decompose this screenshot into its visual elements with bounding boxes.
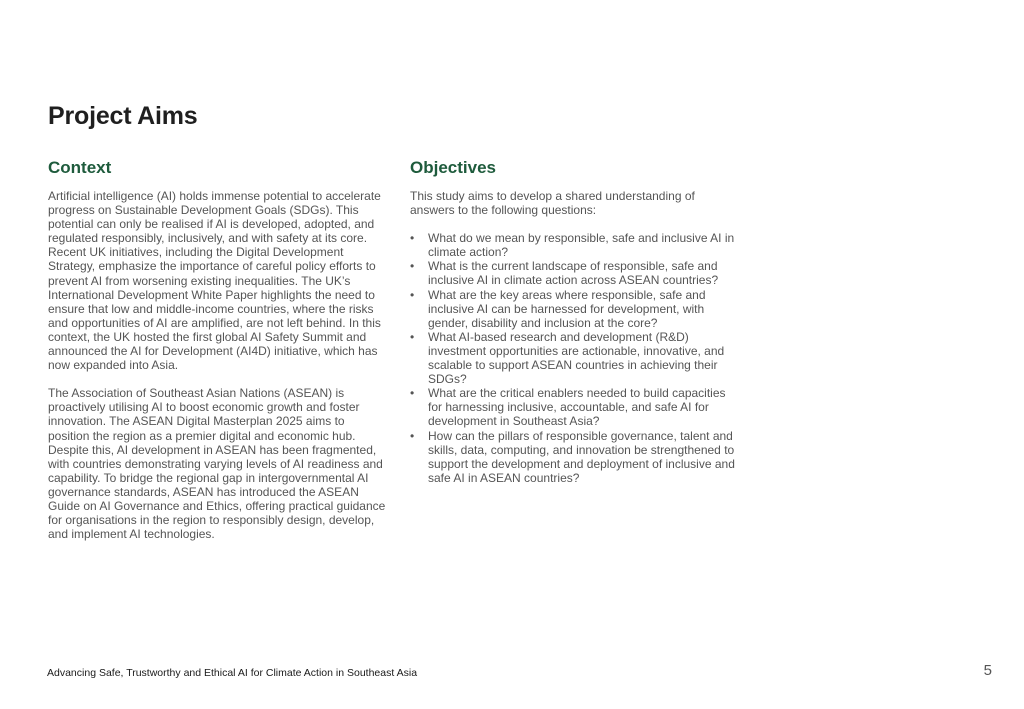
objectives-intro: This study aims to develop a shared understanding of answers to the following questions: bbox=[410, 189, 695, 218]
objectives-heading: Objectives bbox=[410, 158, 496, 177]
context-heading: Context bbox=[48, 158, 112, 177]
list-item bbox=[410, 386, 740, 428]
list-item bbox=[410, 259, 740, 287]
objectives-list bbox=[410, 231, 740, 485]
bullet-icon: • bbox=[410, 428, 415, 443]
question-text: What AI-based research and development (R&D) investment opportunities are actionable, innovative, and scalable to support ASEAN countries in achieving their SDGs? bbox=[428, 329, 725, 387]
page-title: Project Aims bbox=[48, 102, 198, 130]
list-item bbox=[410, 231, 740, 259]
question-text: What are the key areas where responsible, safe and inclusive AI can be harnessed for development, with gender, disability and inclusion at the core? bbox=[428, 287, 706, 330]
bullet-icon: • bbox=[410, 329, 415, 344]
bullet-icon: • bbox=[410, 287, 415, 302]
question-text: What do we mean by responsible, safe and inclusive AI in climate action? bbox=[428, 231, 735, 260]
bullet-icon: • bbox=[410, 386, 415, 401]
objectives-section bbox=[410, 157, 740, 485]
context-paragraph: The Association of Southeast Asian Nations (ASEAN) is proactively utilising AI to boost economic growth and foster innovation. The ASEAN Digital Masterplan 2025 aims to position the region as a premier digital and economic hub. Despite this, AI development in ASEAN has been fragmented, with countries demonstrating varying levels of AI readiness and capability. To bridge the regional gap in intergovernmental AI governance standards, ASEAN has introduced the ASEAN Guide on AI Governance and Ethics, offering practical guidance for organisations in the region to responsibly design, develop, and implement AI technologies. bbox=[48, 386, 386, 542]
bullet-icon: • bbox=[410, 231, 415, 246]
page-number: 5 bbox=[983, 662, 992, 679]
footer-title: Advancing Safe, Trustworthy and Ethical AI for Climate Action in Southeast Asia bbox=[47, 667, 418, 679]
list-item bbox=[410, 288, 740, 330]
list-item bbox=[410, 429, 740, 485]
question-text: What is the current landscape of responsible, safe and inclusive AI in climate action across ASEAN countries? bbox=[428, 259, 719, 288]
context-paragraph: Artificial intelligence (AI) holds immense potential to accelerate progress on Sustainable Development Goals (SDGs). This potential can only be realised if AI is developed, adopted, and regulated responsibly, inclusively, and with safety at its core. Recent UK initiatives, including the Digital Development Strategy, emphasize the importance of careful policy efforts to prevent AI from worsening existing inequalities. The UK’s International Development White Paper highlights the need to ensure that low and middle-income countries, where the risks and opportunities of AI are amplified, are not left behind. In this context, the UK hosted the first global AI Safety Summit and announced the AI for Development (AI4D) initiative, which has now expanded into Asia. bbox=[48, 189, 381, 373]
bullet-icon: • bbox=[410, 259, 415, 274]
list-item bbox=[410, 330, 740, 386]
question-text: What are the critical enablers needed to build capacities for harnessing inclusive, accountable, and safe AI for development in Southeast Asia? bbox=[428, 386, 726, 429]
question-text: How can the pillars of responsible governance, talent and skills, data, computing, and innovation be strengthened to support the development and deployment of inclusive and safe AI in ASEAN countries? bbox=[428, 428, 735, 485]
context-section bbox=[48, 157, 388, 541]
